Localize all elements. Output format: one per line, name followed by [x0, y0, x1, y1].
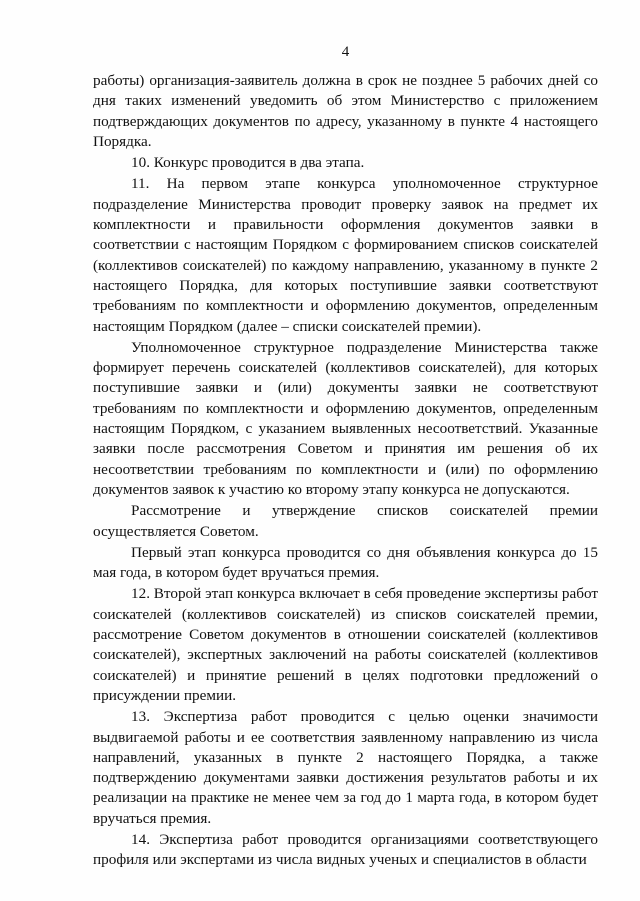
paragraph-11-approval: Рассмотрение и утверждение списков соискателей премии осуществляется Советом.	[93, 502, 598, 540]
paragraph-12: 12. Второй этап конкурса включает в себя проведение экспертизы работ соискателей (коллективов соискателей) из списков соискателей премии, рассмотрение Советом документов в отношении соискателей (коллективов соискателей), экспертных заключений на работы соискателей (коллективов соискателей) и принятие решений в целях подготовки предложений о присуждении премии.	[93, 585, 598, 704]
page-number: 4	[341, 44, 350, 60]
paragraph-13: 13. Экспертиза работ проводится с целью оценки значимости выдвигаемой работы и ее соответствия заявленному направлению из числа направлений, указанных в пункте 2 настоящего Порядка, а также подтверждению документами заявки достижения результатов работы и их реализации на практике не менее чем за год до 1 марта года, в котором будет вручаться премия.	[93, 708, 598, 827]
paragraph-14: 14. Экспертиза работ проводится организациями соответствующего профиля или экспертами из числа видных ученых и специалистов в области	[93, 830, 598, 869]
paragraph-10: 10. Конкурс проводится в два этапа.	[131, 154, 365, 172]
paragraph-11-list-of-nonconforming: Уполномоченное структурное подразделение Министерства также формирует перечень соискателей (коллективов соискателей), для которых поступившие заявки и (или) документы заявки не соответствуют требованиям по комплектности и оформлению документов, определенным настоящим Порядком, с указанием выявленных несоответствий. Указанные заявки после рассмотрения Советом и принятия им решения об их несоответствии требованиям по комплектности и (или) по оформлению документов заявок к участию ко второму этапу конкурса не допускаются.	[93, 338, 598, 498]
paragraph-continuation: работы) организация-заявитель должна в срок не позднее 5 рабочих дней со дня таких изменений уведомить об этом Министерство с приложением подтверждающих документов по адресу, указанному в пункте 4 настоящего Порядка.	[93, 72, 598, 150]
paragraph-11-first-stage-period: Первый этап конкурса проводится со дня объявления конкурса до 15 мая года, в котором будет вручаться премия.	[93, 543, 598, 582]
paragraph-11: 11. На первом этапе конкурса уполномоченное структурное подразделение Министерства проводит проверку заявок на предмет их комплектности и правильности оформления документов заявки в соответствии с настоящим Порядком с формированием списков соискателей (коллективов соискателей) по каждому направлению, указанному в пункте 2 настоящего Порядка, для которых поступившие заявки соответствуют требованиям по комплектности и оформлению документов, определенным настоящим Порядком (далее – списки соискателей премии).	[93, 175, 598, 335]
